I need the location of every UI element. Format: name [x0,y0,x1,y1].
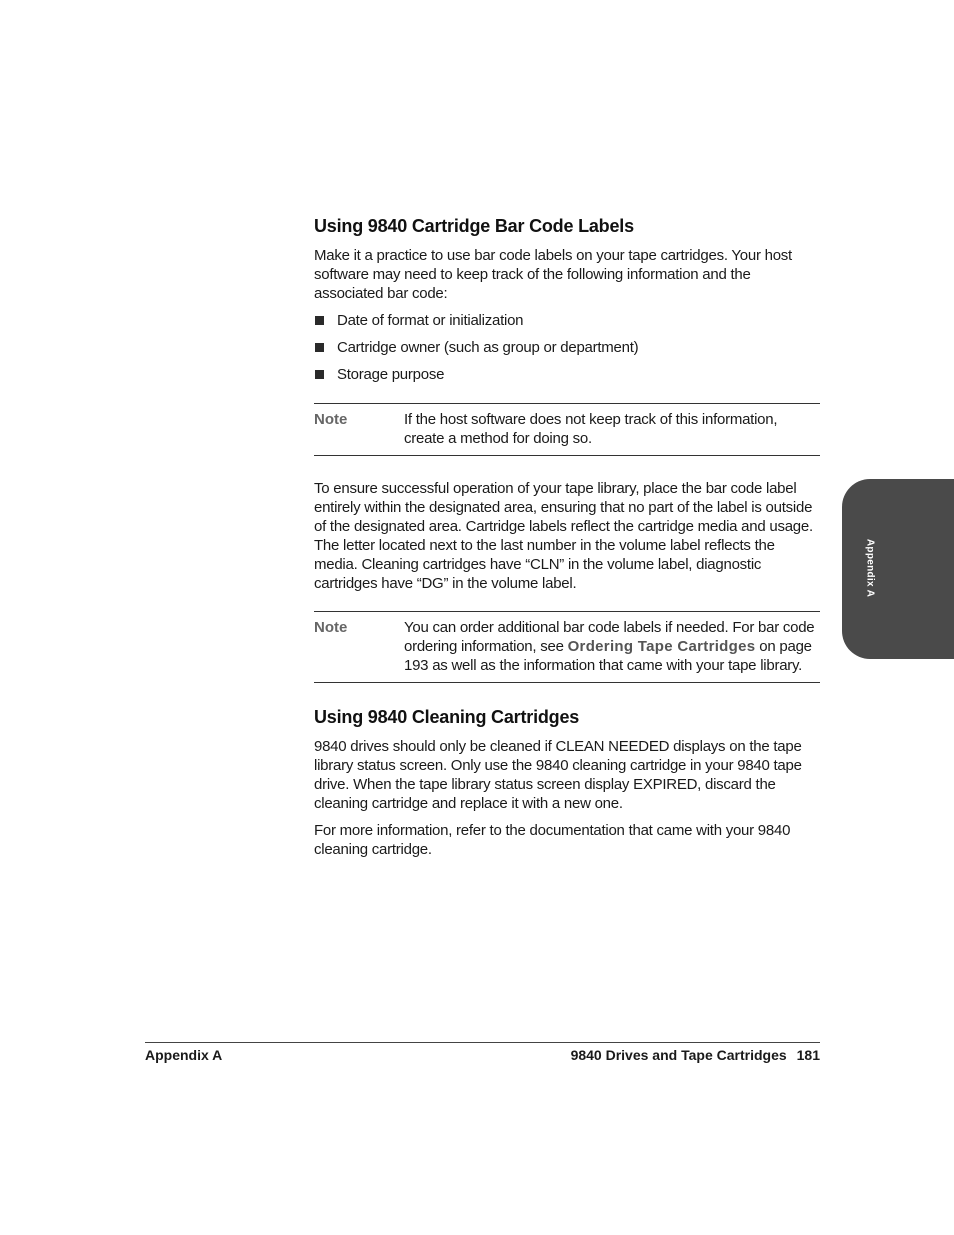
appendix-side-tab-label: Appendix A [864,538,876,598]
note-text [404,618,820,675]
square-bullet-icon [315,316,324,325]
note-box-ordering [314,611,820,683]
note-label: Note [314,411,348,428]
page-content [314,216,820,867]
appendix-side-tab [842,479,954,659]
bar-code-placement-paragraph: To ensure successful operation of your tape library, place the bar code label entirely within the designated area, ensuring that no part of the label is outside of the designated area. Cartridge labels reflect the cartridge media and usage. The letter located next to the last number in the volume label reflects the media. Cleaning cartridges have “CLN” in the volume label, diagnostic cartridges have “DG” in the volume label. [314,480,813,592]
note-label: Note [314,619,348,636]
list-item-text: Storage purpose [337,366,445,383]
cleaning-paragraph: 9840 drives should only be cleaned if CLEAN NEEDED displays on the tape library status screen. Only use the 9840 cleaning cartridge in your 9840 tape drive. When the tape library status screen display EXPIRED, discard the cleaning cartridge and replace it with a new one. [314,738,802,812]
list-item [314,365,820,384]
intro-paragraph: Make it a practice to use bar code labels on your tape cartridges. Your host software may need to keep track of the following information and the associated bar code: [314,247,792,302]
footer-divider [145,1042,820,1043]
square-bullet-icon [315,343,324,352]
footer-appendix-label: Appendix A [145,1047,223,1063]
section-heading-cleaning-cartridges: Using 9840 Cleaning Cartridges [314,707,580,727]
list-item-text: Date of format or initialization [337,312,524,329]
note-text-before: You can order additional bar code labels if needed. For bar code ordering information, see [404,619,815,655]
note-text: If the host software does not keep track of this information, create a method for doing so. [404,411,778,447]
more-info-paragraph: For more information, refer to the documentation that came with your 9840 cleaning cartridge. [314,822,791,858]
list-item [314,311,820,330]
section-heading-bar-code-labels: Using 9840 Cartridge Bar Code Labels [314,216,634,236]
list-item-text: Cartridge owner (such as group or department) [337,339,639,356]
note-text-after: on page 193 as well as the information that came with your tape library. [404,638,812,674]
page-number: 181 [796,1047,820,1063]
ordering-tape-cartridges-link[interactable]: Ordering Tape Cartridges [567,638,756,655]
list-item [314,338,820,357]
info-bullet-list [314,311,820,384]
footer-chapter-title [571,1047,820,1063]
square-bullet-icon [315,370,324,379]
note-box-tracking [314,403,820,456]
footer-title-text: 9840 Drives and Tape Cartridges [570,1047,787,1063]
